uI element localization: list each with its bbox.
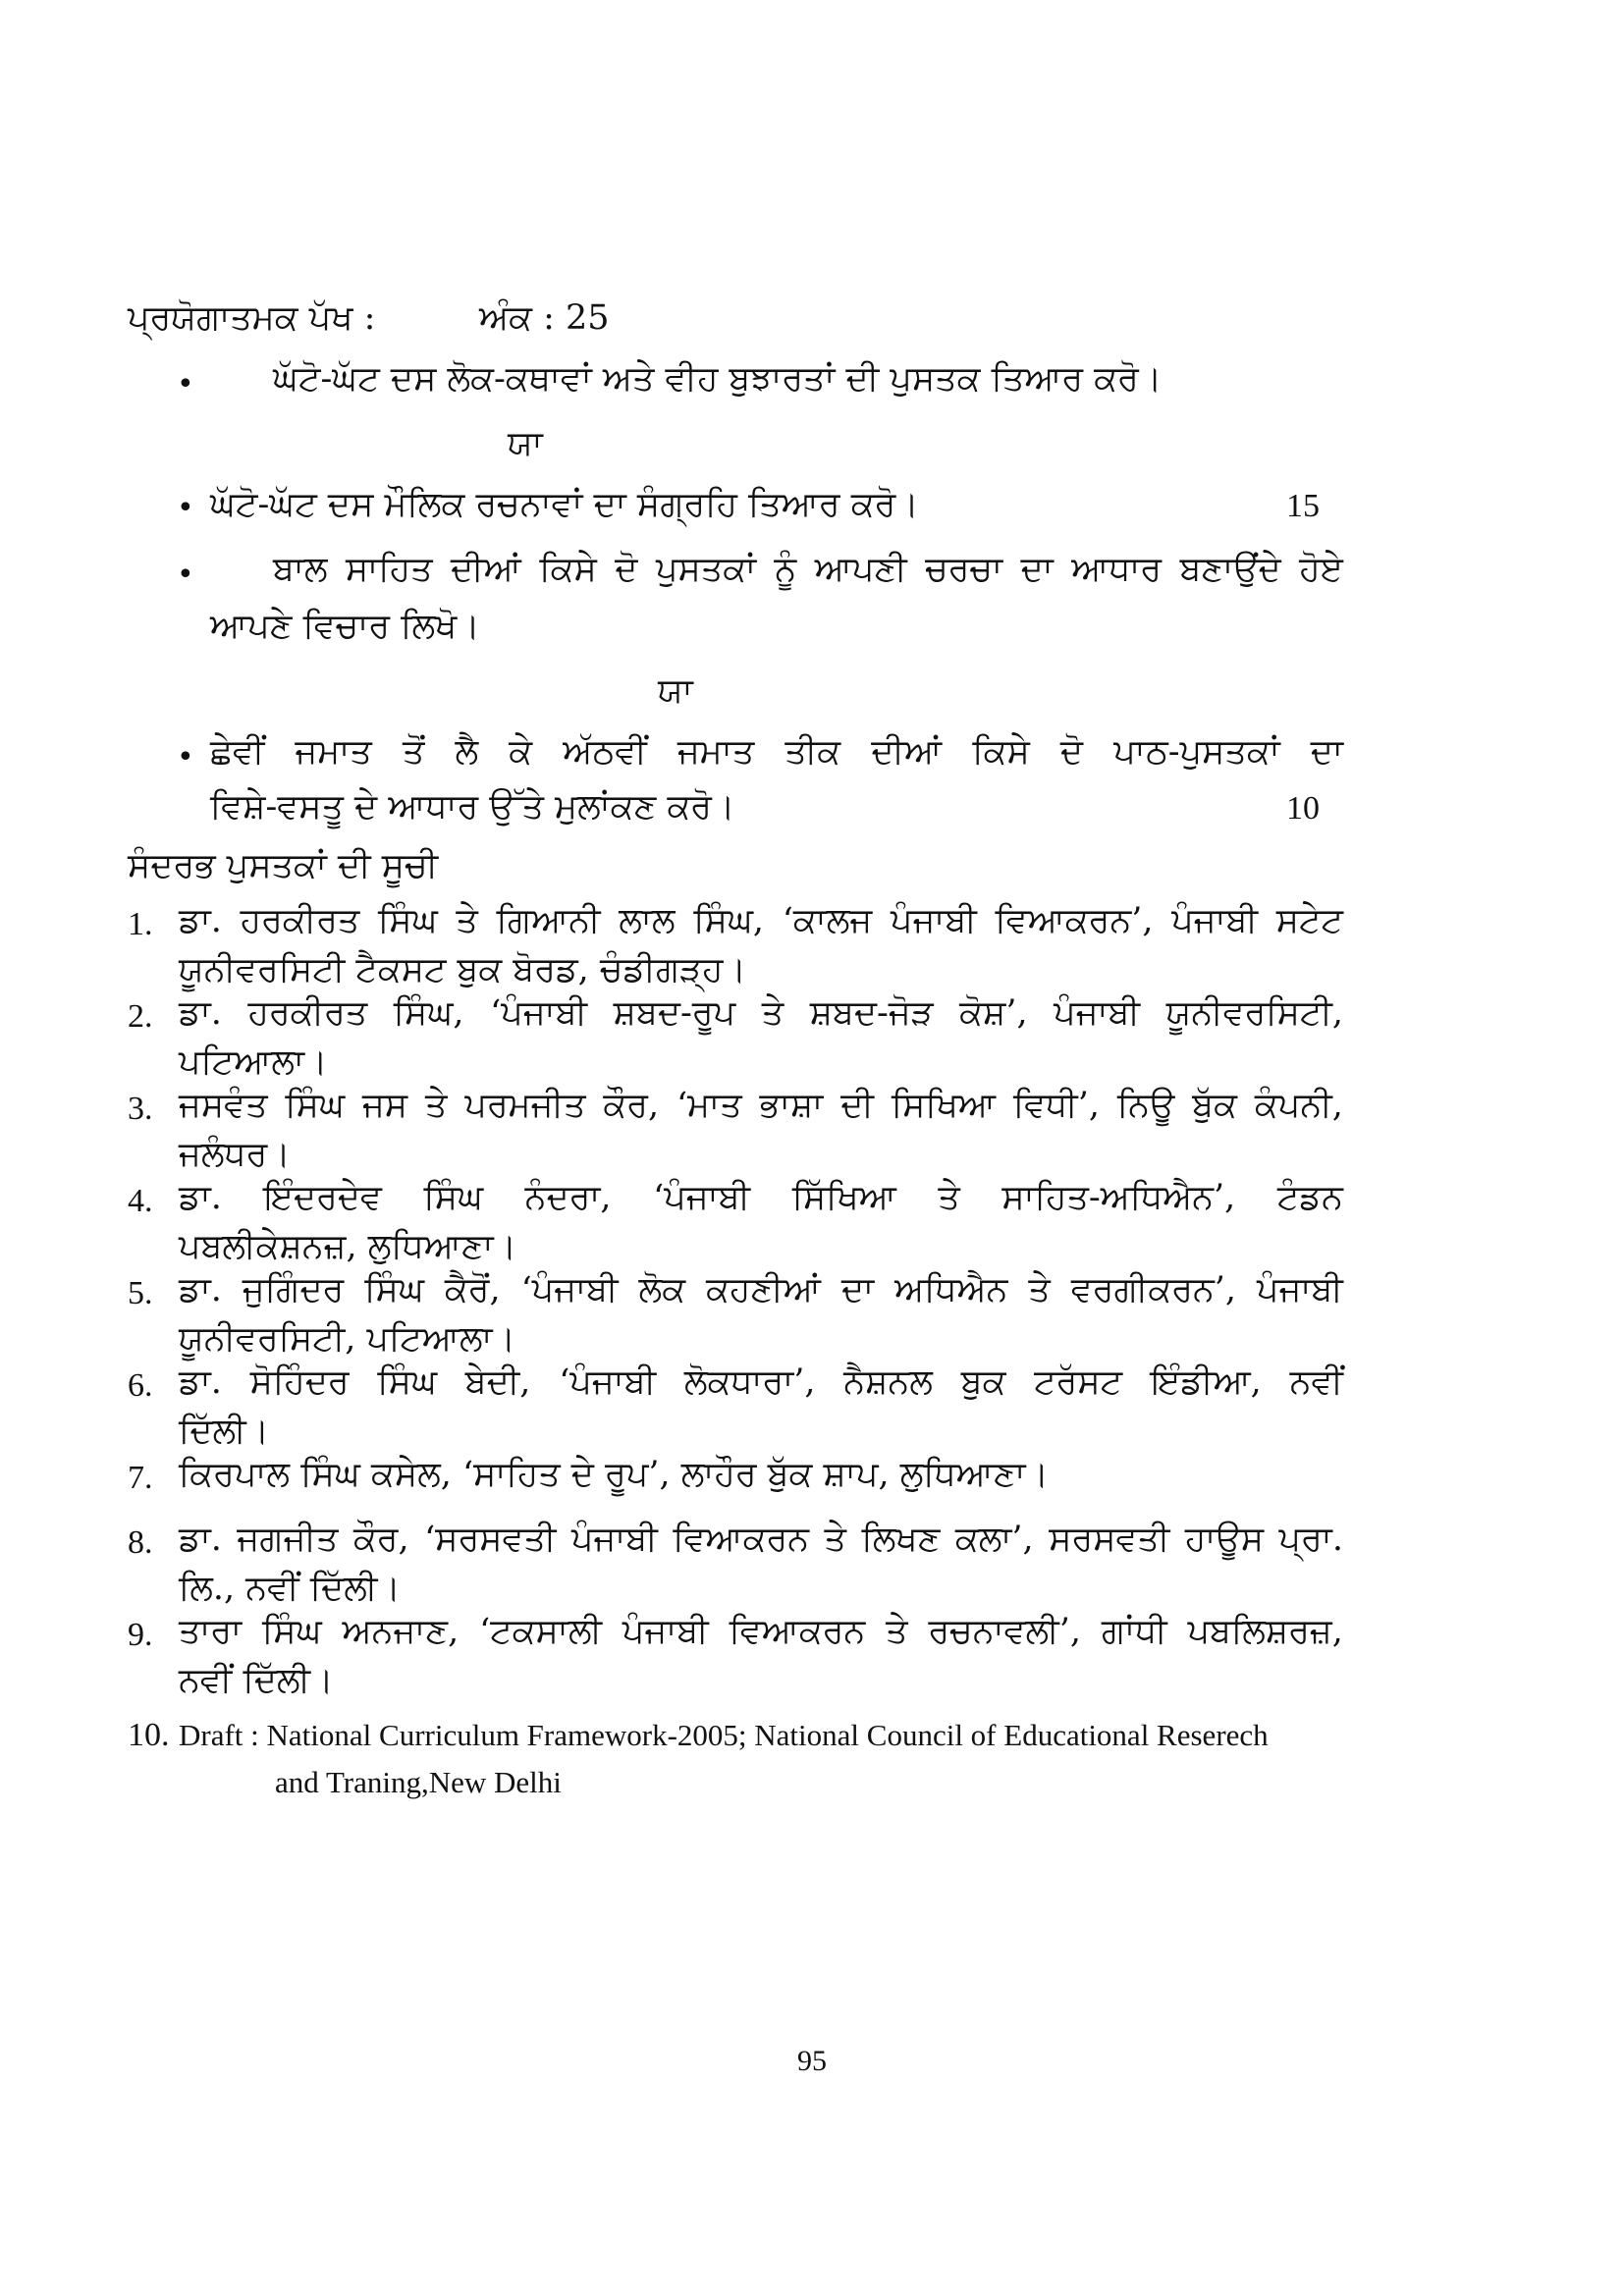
practical-item-4-word: ਕੇ: [509, 732, 533, 772]
reference-text: [179, 897, 1343, 944]
practical-item-4-line-1: [210, 728, 1343, 775]
reference-word: ਵਿਆਕਰਨ’,: [995, 901, 1154, 940]
reference-word: ਸਟੇਟ: [1275, 901, 1343, 940]
reference-word: ਸਿੰਘ: [423, 1178, 484, 1217]
reference-word: ਨਿਊ: [1116, 1086, 1175, 1125]
reference-word: ਪ੍ਰਾ.: [1278, 1520, 1343, 1559]
practical-item-3-word: ਆਪਣੀ: [814, 550, 907, 589]
reference-word: ਬੁਕ: [960, 1362, 1006, 1402]
reference-word: ਕੌਰ,: [352, 1520, 409, 1559]
reference-word: ਸਿੱਖਿਆ: [791, 1178, 896, 1217]
reference-word: ਸ਼ਬਦ-ਜੋੜ: [809, 993, 934, 1033]
practical-item-1: ਘੱਟੋ-ਘੱਟ ਦਸ ਲੋਕ-ਕਥਾਵਾਂ ਅਤੇ ਵੀਹ ਬੁਝਾਰਤਾਂ ਦੀ ਪੁਸਤਕ ਤਿਆਰ ਕਰੋ।: [273, 359, 1163, 399]
practical-item-3-word: ਸਾਹਿਤ: [346, 550, 433, 589]
reference-word: ਸਰਸਵਤੀ: [1049, 1520, 1170, 1559]
practical-item-4-marks: 10: [1286, 790, 1320, 827]
practical-item-3-word: ਕਿਸੇ: [539, 550, 597, 589]
reference-word: ‘ਸਰਸਵਤੀ: [424, 1520, 557, 1559]
reference-text-line-2: ਦਿੱਲੀ।: [179, 1412, 270, 1451]
reference-word: ‘ਪੰਜਾਬੀ: [653, 1178, 751, 1217]
practical-item-3-line-1: [273, 546, 1343, 593]
reference-word: ਅਧਿਐਨ: [894, 1270, 1008, 1309]
reference-word: ਕੌਰ,: [603, 1086, 660, 1125]
practical-item-4-word: ਲੈ: [455, 732, 479, 772]
reference-word: ਸਿੰਘ: [364, 1270, 424, 1309]
reference-number: 7.: [128, 1460, 153, 1496]
reference-word: ਪੰਜਾਬੀ: [1054, 993, 1140, 1033]
practical-section-marks: ਅੰਕ : 25: [479, 298, 610, 338]
reference-text: [179, 1608, 1343, 1655]
reference-word: ਗਾਂਧੀ: [1101, 1612, 1167, 1651]
reference-number: 6.: [128, 1367, 153, 1404]
reference-word: ਦੀ: [840, 1086, 874, 1125]
reference-word: ‘ਪੰਜਾਬੀ: [559, 1362, 657, 1402]
reference-word: ਨੰਦਰਾ,: [524, 1178, 612, 1217]
reference-word: ਤੇ: [886, 1612, 908, 1651]
reference-word: ਡਾ.: [179, 1270, 222, 1309]
reference-word: ਜਸਵੰਤ: [179, 1086, 268, 1125]
reference-number: 1.: [128, 906, 153, 942]
reference-number: 2.: [128, 998, 153, 1035]
reference-word: ਪੰਜਾਬੀ: [1257, 1270, 1343, 1309]
reference-word: ਸ਼ਬਦ-ਰੂਪ: [613, 993, 736, 1033]
reference-number: 4.: [128, 1183, 153, 1219]
reference-word: ਤੇ: [938, 1178, 960, 1217]
practical-item-3-word: ਨੂੰ: [774, 550, 797, 589]
reference-word: ਵਿਧੀ’,: [1012, 1086, 1100, 1125]
reference-word: ਵਿਆਕਰਨ: [673, 1520, 810, 1559]
practical-section-label: ਪ੍ਰਯੋਗਾਤਮਕ ਪੱਖ :: [128, 298, 376, 338]
reference-text-line-2: ਯੂਨੀਵਰਸਿਟੀ, ਪਟਿਆਲਾ।: [179, 1319, 516, 1359]
practical-item-3-line-2: ਆਪਣੇ ਵਿਚਾਰ ਲਿਖੋ।: [210, 607, 480, 646]
reference-word: ਡਾ.: [179, 901, 222, 940]
reference-word: ਕੈਰੋਂ,: [444, 1270, 501, 1309]
reference-word: ਰਚਨਾਵਲੀ’,: [928, 1612, 1081, 1651]
reference-word: ਵਰਗੀਕਰਨ’,: [1070, 1270, 1237, 1309]
reference-word: ‘ਪੰਜਾਬੀ: [520, 1270, 619, 1309]
practical-item-2: ਘੱਟੋ-ਘੱਟ ਦਸ ਮੌਲਿਕ ਰਚਨਾਵਾਂ ਦਾ ਸੰਗ੍ਰਹਿ ਤਿਆਰ ਕਰੋ।: [210, 485, 919, 524]
reference-word: ਪੰਜਾਬੀ: [570, 1520, 658, 1559]
reference-word: ਸਿੰਘ: [285, 1086, 346, 1125]
practical-item-2-marks: 15: [1286, 488, 1320, 524]
reference-word: ਡਾ.: [179, 1362, 222, 1402]
practical-item-3-word: ਦਾ: [1020, 550, 1054, 589]
reference-word: ਪਰਮਜੀਤ: [464, 1086, 586, 1125]
practical-item-3-word: ਆਧਾਰ: [1071, 550, 1163, 589]
reference-word: ਡਾ.: [179, 1520, 222, 1559]
reference-text: [179, 1266, 1343, 1313]
reference-word: ਲਾਲ: [619, 901, 676, 940]
reference-text-line-2: ਜਲੰਧਰ।: [179, 1135, 291, 1174]
practical-item-4-word: ਜਮਾਤ: [676, 732, 755, 772]
reference-word: ਜਸ: [361, 1086, 408, 1125]
reference-text-line-2: ਨਵੀਂ ਦਿੱਲੀ।: [179, 1661, 334, 1700]
reference-word: ਹਰਕੀਰਤ: [247, 993, 368, 1033]
reference-word: ਪੰਜਾਬੀ: [891, 901, 977, 940]
practical-item-4-word: ਜਮਾਤ: [295, 732, 372, 772]
reference-word: ਸਾਹਿਤ-ਅਧਿਐਨ’,: [1001, 1178, 1236, 1217]
practical-item-4-word: ਪਾਠ-ਪੁਸਤਕਾਂ: [1113, 732, 1280, 772]
reference-word: ਭਾਸ਼ਾ: [759, 1086, 824, 1125]
practical-item-3-word: ਹੋਏ: [1299, 550, 1343, 589]
reference-word: ਸਿੰਘ: [378, 901, 438, 940]
reference-word: ਪੰਜਾਬੀ: [1171, 901, 1259, 940]
reference-text: ਕਿਰਪਾਲ ਸਿੰਘ ਕਸੇਲ, ‘ਸਾਹਿਤ ਦੇ ਰੂਪ’, ਲਾਹੌਰ ਬੁੱਕ ਸ਼ਾਪ, ਲੁਧਿਆਣਾ।: [179, 1455, 1050, 1494]
reference-word: ਜੁਗਿੰਦਰ: [242, 1270, 345, 1309]
reference-word: ਡਾ.: [179, 1178, 222, 1217]
reference-word: ਸਿੰਘ: [377, 1362, 437, 1402]
reference-word: ਡਾ.: [179, 993, 222, 1033]
reference-word: ਯੂਨੀਵਰਸਿਟੀ,: [1165, 993, 1343, 1033]
practical-item-4-word: ਦੋ: [1059, 732, 1084, 772]
reference-word: ਕਹਣੀਆਂ: [706, 1270, 821, 1309]
reference-word: ਤੇ: [761, 993, 784, 1033]
practical-item-4-word: ਤੋਂ: [402, 732, 425, 772]
reference-word: ਸਿਖਿਆ: [891, 1086, 997, 1125]
reference-word: ਲੋਕ: [638, 1270, 686, 1309]
reference-word: ਬੇਦੀ,: [464, 1362, 531, 1402]
practical-item-4-word: ਅੱਠਵੀਂ: [563, 732, 647, 772]
bullet-icon: •: [177, 558, 194, 592]
reference-word: ਜਗਜੀਤ: [237, 1520, 339, 1559]
reference-word: ਤੇ: [1028, 1270, 1051, 1309]
bullet-icon: •: [177, 367, 194, 401]
reference-text: [179, 1516, 1343, 1563]
practical-item-4-word: ਤੀਕ: [784, 732, 841, 772]
practical-item-4-word: ਛੇਵੀਂ: [210, 732, 265, 772]
or-divider-2: ਯਾ: [658, 671, 693, 711]
reference-word: ਵਿਆਕਰਨ: [729, 1612, 866, 1651]
reference-text: Draft : National Curriculum Framework-2005; National Council of Educational Reserech: [179, 1718, 1269, 1752]
reference-word: ਗਿਆਨੀ: [496, 901, 601, 940]
practical-item-3-word: ਬਣਾਉਂਦੇ: [1179, 550, 1281, 589]
reference-word: ‘ਪੰਜਾਬੀ: [490, 993, 588, 1033]
reference-word: ਇੰਡੀਆ,: [1150, 1362, 1262, 1402]
reference-word: ‘ਟਕਸਾਲੀ: [479, 1612, 603, 1651]
reference-word: ਸਿੰਘ: [261, 1612, 322, 1651]
reference-text: [179, 1174, 1343, 1221]
reference-word: ਅਨਜਾਣ,: [342, 1612, 460, 1651]
practical-item-3-word: ਚਰਚਾ: [925, 550, 1003, 589]
reference-word: ਤੇ: [425, 1086, 448, 1125]
reference-number: 5.: [128, 1275, 153, 1311]
reference-text: [179, 1082, 1343, 1129]
reference-word: ਤੇ: [456, 901, 478, 940]
practical-item-4-word: ਦਾ: [1310, 732, 1343, 772]
reference-word: ਲੋਕਧਾਰਾ’,: [683, 1362, 816, 1402]
reference-word: ਹਰਕੀਰਤ: [240, 901, 360, 940]
reference-text-line-2: ਪਟਿਆਲਾ।: [179, 1042, 328, 1082]
reference-word: ਕੋਸ਼’,: [959, 993, 1028, 1033]
practical-item-3-word: ਬਾਲ: [273, 550, 328, 589]
practical-item-4-word: ਦੀਆਂ: [871, 732, 943, 772]
reference-word: ਟਰੱਸਟ: [1034, 1362, 1123, 1402]
reference-number: 9.: [128, 1617, 153, 1653]
reference-word: ‘ਮਾਤ: [676, 1086, 742, 1125]
reference-text-line-2: ਯੂਨੀਵਰਸਿਟੀ ਟੈਕਸਟ ਬੁਕ ਬੋਰਡ, ਚੰਡੀਗੜ੍ਹ।: [179, 950, 747, 989]
practical-item-4-line-2: ਵਿਸ਼ੇ-ਵਸਤੂ ਦੇ ਆਧਾਰ ਉੱਤੇ ਮੁਲਾਂਕਣ ਕਰੋ।: [210, 787, 735, 827]
reference-word: ਇੰਦਰਦੇਵ: [263, 1178, 382, 1217]
practical-item-3-word: ਪੁਸਤਕਾਂ: [655, 550, 756, 589]
reference-word: ਪੰਜਾਬੀ: [622, 1612, 709, 1651]
reference-word: ਕਲਾ’,: [954, 1520, 1034, 1559]
reference-text: [179, 1359, 1343, 1406]
practical-item-3-word: ਦੀਆਂ: [450, 550, 521, 589]
reference-word: ਤਾਰਾ: [179, 1612, 243, 1651]
references-heading: ਸੰਦਰਭ ਪੁਸਤਕਾਂ ਦੀ ਸੂਚੀ: [128, 846, 439, 885]
page-number: 95: [797, 2045, 827, 2077]
reference-word: ਦਾ: [840, 1270, 875, 1309]
reference-word: ਪਬਲਿਸ਼ਰਜ਼,: [1187, 1612, 1343, 1651]
reference-text-line-2: ਪਬਲੀਕੇਸ਼ਨਜ਼, ਲੁਧਿਆਣਾ।: [179, 1227, 517, 1266]
reference-word: ਨਵੀਂ: [1289, 1362, 1343, 1402]
reference-text: [179, 989, 1343, 1037]
bullet-icon: •: [177, 740, 194, 774]
reference-number: 8.: [128, 1524, 153, 1561]
reference-word: ਕੰਪਨੀ,: [1254, 1086, 1343, 1125]
reference-word: ਸਿੰਘ,: [393, 993, 464, 1033]
reference-word: ਬੁੱਕ: [1192, 1086, 1237, 1125]
reference-word: ਨੈਸ਼ਨਲ: [843, 1362, 933, 1402]
reference-word: ਸਿੰਘ,: [693, 901, 765, 940]
reference-text-line-2: ਲਿ., ਨਵੀਂ ਦਿੱਲੀ।: [179, 1569, 401, 1608]
reference-text-line-2: and Traning,New Delhi: [275, 1765, 562, 1799]
practical-item-4-word: ਕਿਸੇ: [972, 732, 1030, 772]
reference-word: ‘ਕਾਲਜ: [782, 901, 873, 940]
bullet-icon: •: [177, 491, 194, 525]
or-divider-1: ਯਾ: [508, 424, 543, 463]
reference-word: ਲਿਖਣ: [861, 1520, 941, 1559]
reference-number: 10.: [128, 1717, 170, 1753]
reference-word: ਸੋਹਿੰਦਰ: [249, 1362, 350, 1402]
reference-number: 3.: [128, 1091, 153, 1127]
practical-item-3-word: ਦੋ: [615, 550, 638, 589]
reference-word: ਟੰਡਨ: [1276, 1178, 1343, 1217]
reference-word: ਤੇ: [824, 1520, 846, 1559]
reference-word: ਹਾਊਸ: [1184, 1520, 1265, 1559]
